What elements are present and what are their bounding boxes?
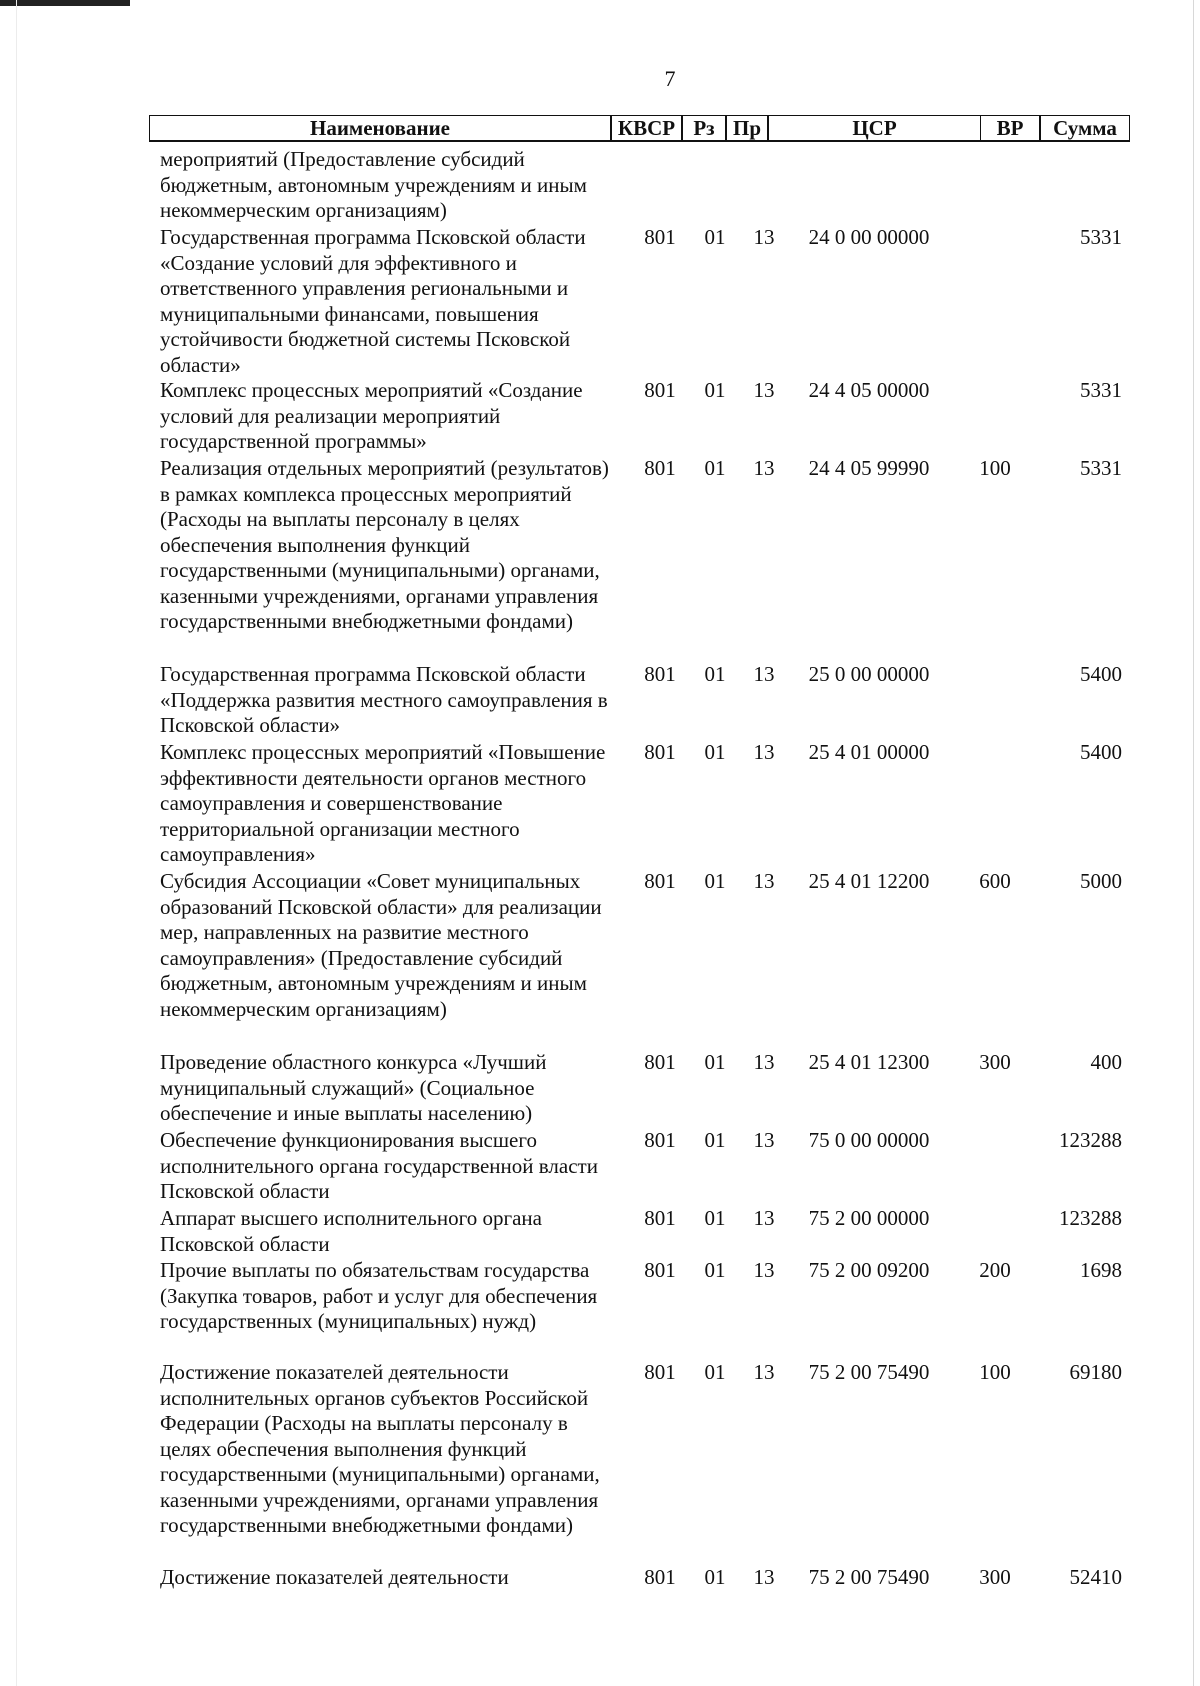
row-csr: 24 4 05 99990 <box>808 456 930 480</box>
row-sum: 5000 <box>1080 869 1122 893</box>
row-kvsr: 801 <box>644 1206 676 1230</box>
row-rz: 01 <box>704 662 726 686</box>
row-rz: 01 <box>704 456 726 480</box>
row-csr: 25 4 01 00000 <box>808 740 930 764</box>
header-vr: ВР <box>980 115 1040 142</box>
row-kvsr: 801 <box>644 1050 676 1074</box>
row-csr: 25 4 01 12300 <box>808 1050 930 1074</box>
header-csr: ЦСР <box>768 115 980 142</box>
left-scan-edge <box>16 0 17 1686</box>
row-sum: 123288 <box>1059 1206 1122 1230</box>
row-vr: 200 <box>979 1258 1011 1282</box>
header-kvsr: КВСР <box>611 115 682 142</box>
header-sum: Сумма <box>1040 115 1130 142</box>
row-csr: 75 2 00 75490 <box>808 1565 930 1589</box>
row-name: Комплекс процессных мероприятий «Повышение эффективности деятельности органов местного самоуправления и совершенствование территориальной организации местного самоуправления» <box>160 740 606 866</box>
row-kvsr: 801 <box>644 869 676 893</box>
row-kvsr: 801 <box>644 740 676 764</box>
row-pr: 13 <box>753 1206 775 1230</box>
row-csr: 25 0 00 00000 <box>808 662 930 686</box>
row-name: Государственная программа Псковской области «Создание условий для эффективного и ответственного управления региональными и муниципальными финансами, повышения устойчивости бюджетной системы Псковской области» <box>160 225 586 377</box>
row-pr: 13 <box>753 456 775 480</box>
row-name: Достижение показателей деятельности <box>160 1565 509 1589</box>
row-csr: 24 0 00 00000 <box>808 225 930 249</box>
row-pr: 13 <box>753 1565 775 1589</box>
row-sum: 5331 <box>1080 456 1122 480</box>
row-rz: 01 <box>704 1050 726 1074</box>
row-rz: 01 <box>704 1258 726 1282</box>
row-pr: 13 <box>753 1360 775 1384</box>
row-csr: 75 2 00 09200 <box>808 1258 930 1282</box>
row-name: Аппарат высшего исполнительного органа Псковской области <box>160 1206 542 1256</box>
top-edge-mark <box>0 0 130 6</box>
row-rz: 01 <box>704 1565 726 1589</box>
row-pr: 13 <box>753 1128 775 1152</box>
row-name: Обеспечение функционирования высшего исполнительного органа государственной власти Псковской области <box>160 1128 598 1203</box>
row-sum: 52410 <box>1069 1565 1122 1589</box>
row-rz: 01 <box>704 1360 726 1384</box>
row-pr: 13 <box>753 662 775 686</box>
row-name: Достижение показателей деятельности исполнительных органов субъектов Российской Федерации (Расходы на выплаты персоналу в целях обеспечения выполнения функций государственными (муниципальными) органами, казенными учреждениями, органами управления государственными внебюджетными фондами) <box>160 1360 600 1537</box>
row-vr: 300 <box>979 1565 1011 1589</box>
row-pr: 13 <box>753 740 775 764</box>
row-name: Государственная программа Псковской области «Поддержка развития местного самоуправления в Псковской области» <box>160 662 608 737</box>
row-kvsr: 801 <box>644 662 676 686</box>
row-kvsr: 801 <box>644 1128 676 1152</box>
row-pr: 13 <box>753 225 775 249</box>
row-vr: 600 <box>979 869 1011 893</box>
row-sum: 1698 <box>1080 1258 1122 1282</box>
row-csr: 24 4 05 00000 <box>808 378 930 402</box>
header-name: Наименование <box>149 115 611 142</box>
row-sum: 5331 <box>1080 225 1122 249</box>
right-scan-edge <box>1193 0 1194 1686</box>
row-vr: 100 <box>979 1360 1011 1384</box>
header-pr: Пр <box>726 115 768 142</box>
row-rz: 01 <box>704 378 726 402</box>
row-vr: 300 <box>979 1050 1011 1074</box>
row-kvsr: 801 <box>644 1360 676 1384</box>
header-rz: Рз <box>682 115 726 142</box>
row-kvsr: 801 <box>644 1258 676 1282</box>
row-sum: 400 <box>1090 1050 1122 1074</box>
row-rz: 01 <box>704 225 726 249</box>
row-name: Проведение областного конкурса «Лучший муниципальный служащий» (Социальное обеспечение и иные выплаты населению) <box>160 1050 547 1125</box>
row-csr: 75 0 00 00000 <box>808 1128 930 1152</box>
row-name: Реализация отдельных мероприятий (результатов) в рамках комплекса процессных мероприятий (Расходы на выплаты персоналу в целях обеспечения выполнения функций государственными (муниципальными) органами, казенными учреждениями, органами управления государственными внебюджетными фондами) <box>160 456 609 633</box>
row-vr: 100 <box>979 456 1011 480</box>
row-sum: 5400 <box>1080 662 1122 686</box>
row-rz: 01 <box>704 1206 726 1230</box>
row-pr: 13 <box>753 1258 775 1282</box>
row-kvsr: 801 <box>644 456 676 480</box>
row-name: мероприятий (Предоставление субсидий бюджетным, автономным учреждениям и иным некоммерческим организациям) <box>160 147 587 222</box>
row-kvsr: 801 <box>644 1565 676 1589</box>
row-name: Комплекс процессных мероприятий «Создание условий для реализации мероприятий государственной программы» <box>160 378 583 453</box>
row-pr: 13 <box>753 378 775 402</box>
row-sum: 5400 <box>1080 740 1122 764</box>
row-sum: 5331 <box>1080 378 1122 402</box>
row-name: Прочие выплаты по обязательствам государства (Закупка товаров, работ и услуг для обеспечения государственных (муниципальных) нужд) <box>160 1258 598 1333</box>
row-csr: 75 2 00 00000 <box>808 1206 930 1230</box>
row-kvsr: 801 <box>644 378 676 402</box>
row-csr: 25 4 01 12200 <box>808 869 930 893</box>
row-kvsr: 801 <box>644 225 676 249</box>
row-rz: 01 <box>704 869 726 893</box>
row-sum: 69180 <box>1069 1360 1122 1384</box>
page-number: 7 <box>664 66 676 91</box>
row-rz: 01 <box>704 740 726 764</box>
row-name: Субсидия Ассоциации «Совет муниципальных образований Псковской области» для реализации мер, направленных на развитие местного самоуправления» (Предоставление субсидий бюджетным, автономным учреждениям и иным некоммерческим организациям) <box>160 869 602 1021</box>
row-sum: 123288 <box>1059 1128 1122 1152</box>
row-pr: 13 <box>753 869 775 893</box>
row-rz: 01 <box>704 1128 726 1152</box>
row-csr: 75 2 00 75490 <box>808 1360 930 1384</box>
row-pr: 13 <box>753 1050 775 1074</box>
